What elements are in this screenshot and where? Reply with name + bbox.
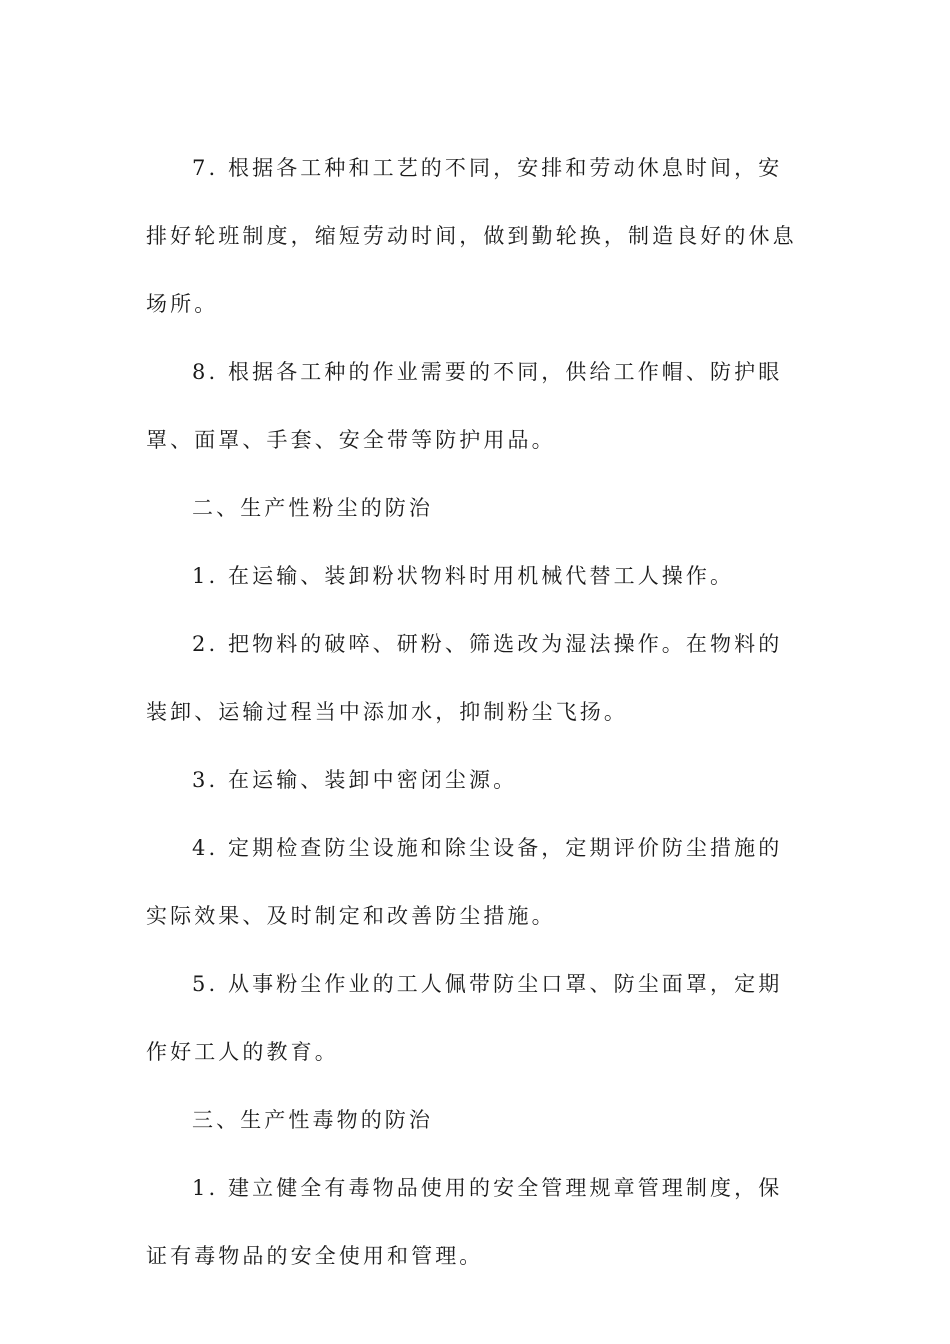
paragraph-item-7: 7. 根据各工种和工艺的不同，安排和劳动休息时间，安排好轮班制度，缩短劳动时间，做到勤轮换，制造良好的休息场所。 [146, 156, 797, 316]
section-heading-dust: 二、生产性粉尘的防治 [192, 496, 433, 520]
paragraph-dust-4: 4. 定期检查防尘设施和除尘设备，定期评价防尘措施的实际效果、及时制定和改善防尘措施。 [146, 836, 783, 928]
paragraph-item-8: 8. 根据各工种的作业需要的不同，供给工作帽、防护眼罩、面罩、手套、安全带等防护用品。 [146, 360, 783, 452]
paragraph-dust-5: 5. 从事粉尘作业的工人佩带防尘口罩、防尘面罩，定期作好工人的教育。 [146, 972, 783, 1064]
paragraph-dust-3: 3. 在运输、装卸中密闭尘源。 [192, 768, 518, 792]
document-body [146, 134, 806, 1290]
paragraph-dust-2: 2. 把物料的破啐、研粉、筛选改为湿法操作。在物料的装卸、运输过程当中添加水，抑制粉尘飞扬。 [146, 632, 783, 724]
paragraph-toxic-1: 1. 建立健全有毒物品使用的安全管理规章管理制度，保证有毒物品的安全使用和管理。 [146, 1176, 783, 1268]
paragraph-dust-1: 1. 在运输、装卸粉状物料时用机械代替工人操作。 [192, 564, 735, 588]
section-heading-toxic: 三、生产性毒物的防治 [192, 1108, 433, 1132]
